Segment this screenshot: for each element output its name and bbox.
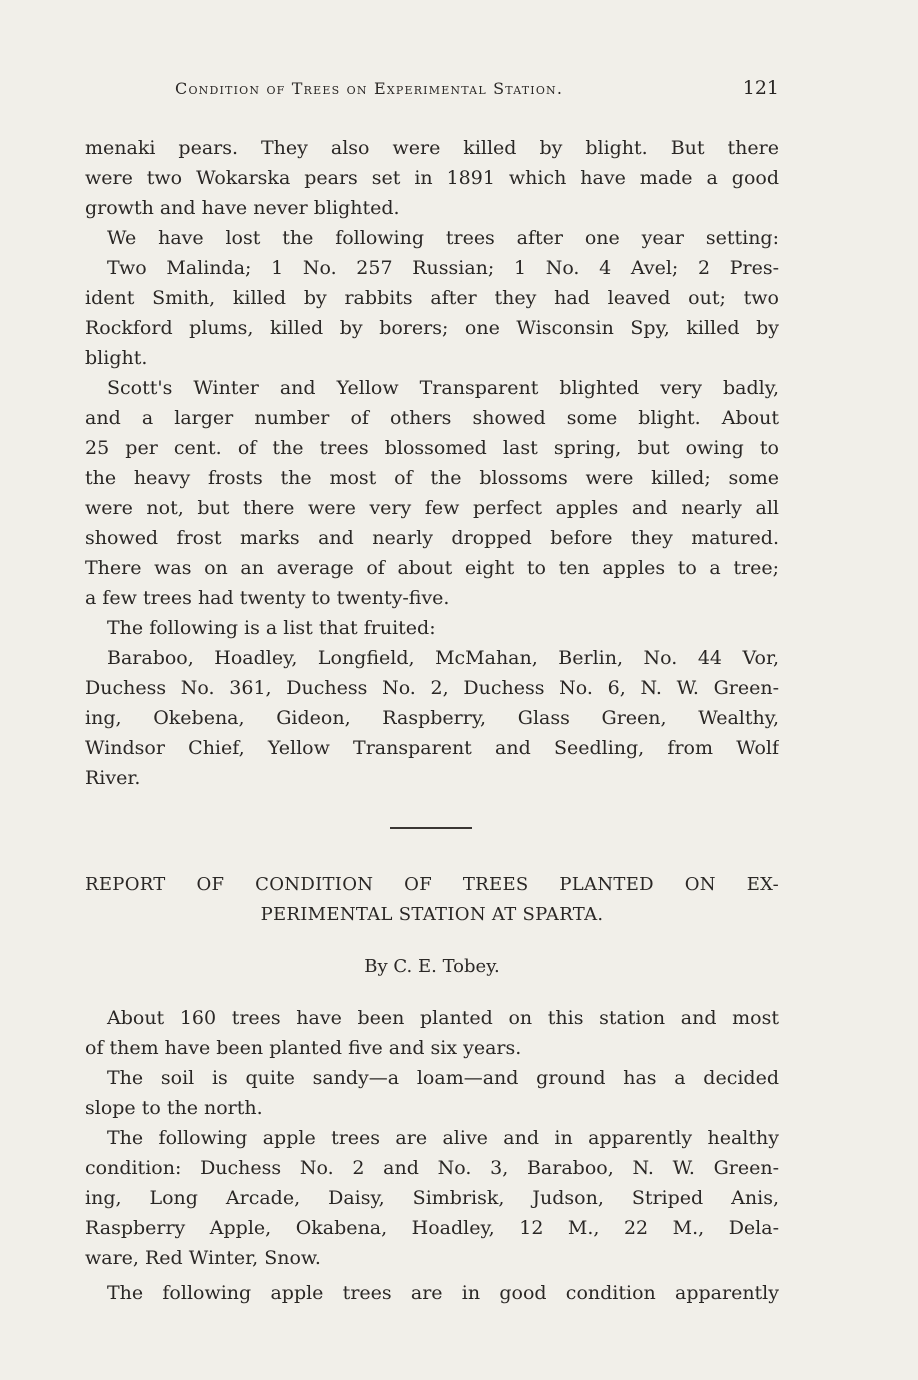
report-title-line-1: REPORT OF CONDITION OF TREES PLANTED ON EX- xyxy=(85,874,779,895)
text-line: The soil is quite sandy—a loam—and ground has a decided xyxy=(107,1067,779,1089)
text-line: ware, Red Winter, Snow. xyxy=(85,1247,321,1269)
text-line: River. xyxy=(85,767,141,789)
text-line: blight. xyxy=(85,347,148,369)
byline: By C. E. Tobey. xyxy=(364,956,500,977)
text-line: Two Malinda; 1 No. 257 Russian; 1 No. 4 Avel; 2 Pres- xyxy=(107,257,779,279)
text-line: condition: Duchess No. 2 and No. 3, Baraboo, N. W. Green- xyxy=(85,1157,779,1179)
section-divider xyxy=(390,827,472,829)
text-line: showed frost marks and nearly dropped before they matured. xyxy=(85,527,779,549)
text-line: We have lost the following trees after one year setting: xyxy=(107,227,779,249)
text-line: ident Smith, killed by rabbits after they had leaved out; two xyxy=(85,287,779,309)
report-title-line-2: PERIMENTAL STATION AT SPARTA. xyxy=(260,904,604,925)
text-line: 25 per cent. of the trees blossomed last spring, but owing to xyxy=(85,437,779,459)
text-line: growth and have never blighted. xyxy=(85,197,400,219)
text-line: Windsor Chief, Yellow Transparent and Seedling, from Wolf xyxy=(85,737,779,759)
text-line: ing, Long Arcade, Daisy, Simbrisk, Judson, Striped Anis, xyxy=(85,1187,779,1209)
running-head xyxy=(175,79,779,105)
text-line: ing, Okebena, Gideon, Raspberry, Glass Green, Wealthy, xyxy=(85,707,779,729)
text-line: The following is a list that fruited: xyxy=(107,617,436,639)
text-line: and a larger number of others showed some blight. About xyxy=(85,407,779,429)
text-line: Raspberry Apple, Okabena, Hoadley, 12 M., 22 M., Dela- xyxy=(85,1217,779,1239)
text-line: slope to the north. xyxy=(85,1097,263,1119)
text-line: Scott's Winter and Yellow Transparent blighted very badly, xyxy=(107,377,779,399)
text-line: There was on an average of about eight to ten apples to a tree; xyxy=(85,557,779,579)
text-line: a few trees had twenty to twenty-five. xyxy=(85,587,450,609)
text-line: The following apple trees are in good condition apparently xyxy=(107,1282,779,1304)
text-line: were not, but there were very few perfect apples and nearly all xyxy=(85,497,779,519)
text-line: The following apple trees are alive and in apparently healthy xyxy=(107,1127,779,1149)
text-line: About 160 trees have been planted on this station and most xyxy=(107,1007,779,1029)
text-line: of them have been planted five and six years. xyxy=(85,1037,522,1059)
text-line: Rockford plums, killed by borers; one Wisconsin Spy, killed by xyxy=(85,317,779,339)
text-line: the heavy frosts the most of the blossoms were killed; some xyxy=(85,467,779,489)
text-line: were two Wokarska pears set in 1891 which have made a good xyxy=(85,167,779,189)
page-number: 121 xyxy=(742,77,779,99)
running-head-title: Condition of Trees on Experimental Station. xyxy=(175,79,564,98)
text-line: Duchess No. 361, Duchess No. 2, Duchess No. 6, N. W. Green- xyxy=(85,677,779,699)
text-line: menaki pears. They also were killed by blight. But there xyxy=(85,137,779,159)
text-line: Baraboo, Hoadley, Longfield, McMahan, Berlin, No. 44 Vor, xyxy=(107,647,779,669)
